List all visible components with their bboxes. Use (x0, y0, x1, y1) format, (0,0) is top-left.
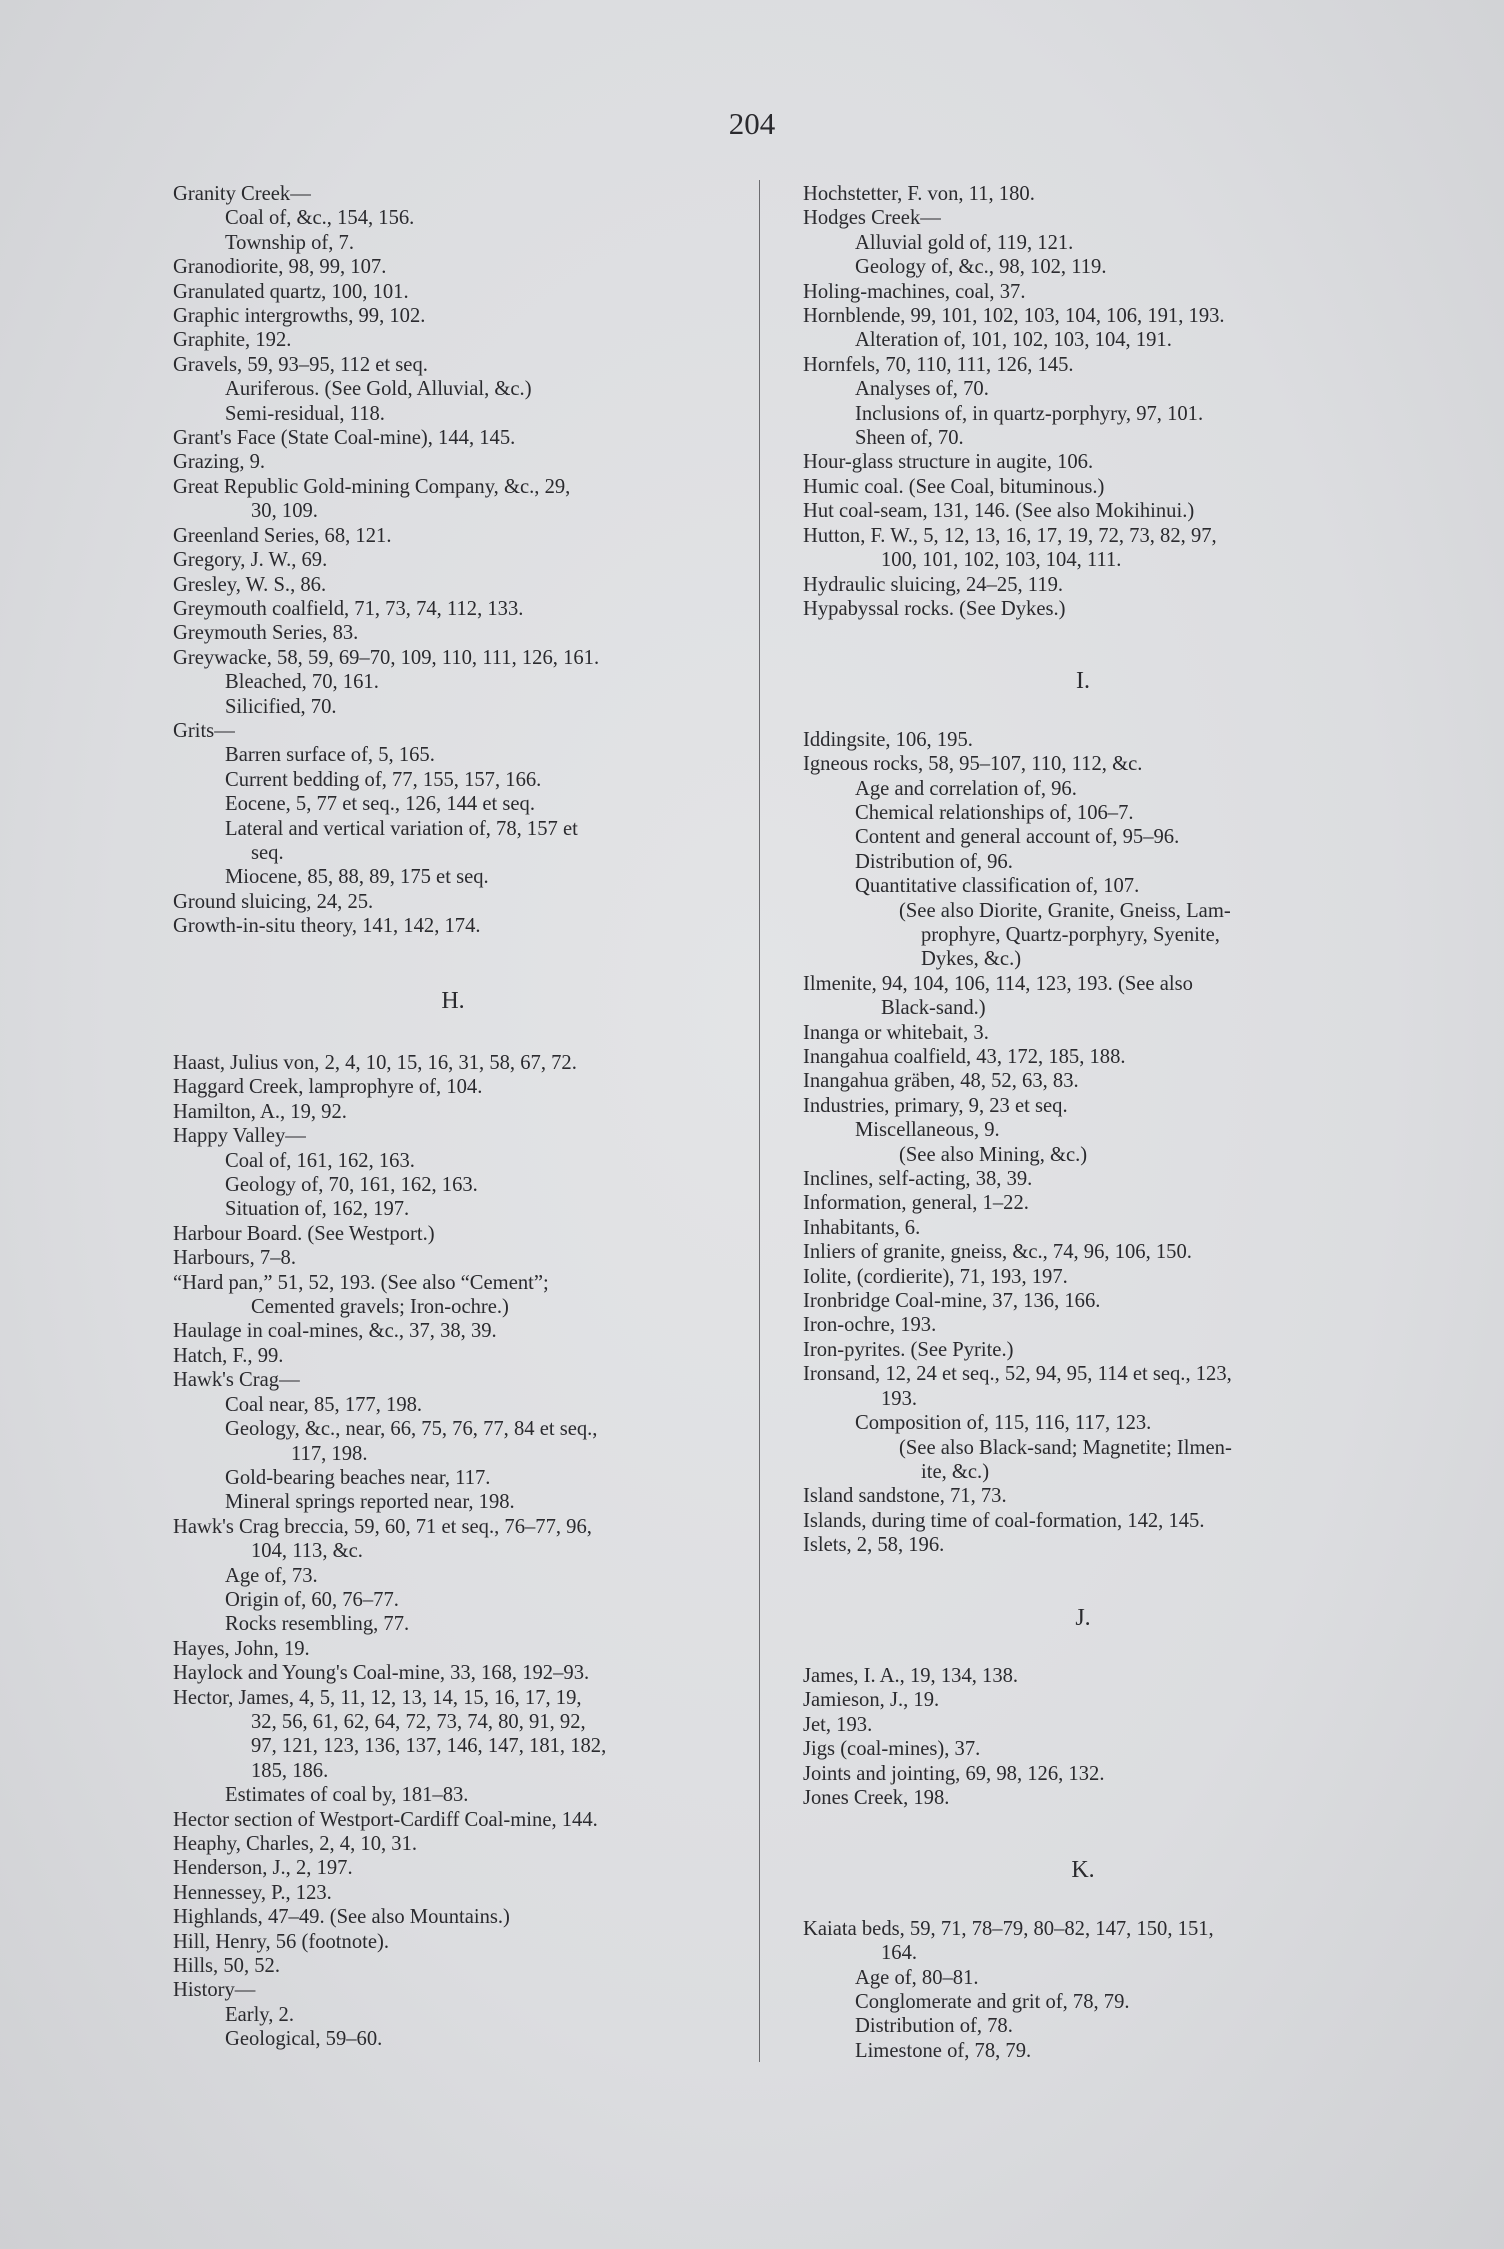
index-entry: Gravels, 59, 93–95, 112 et seq. (173, 353, 428, 376)
index-entry: Silicified, 70. (225, 695, 337, 718)
index-entry: Coal of, 161, 162, 163. (225, 1149, 415, 1172)
index-entry: Ground sluicing, 24, 25. (173, 890, 374, 913)
index-entry: Hector, James, 4, 5, 11, 12, 13, 14, 15, 16, 17, 19, (173, 1686, 582, 1709)
index-entry: Humic coal. (See Coal, bituminous.) (803, 475, 1105, 498)
index-entry: Chemical relationships of, 106–7. (855, 801, 1134, 824)
index-entry: Dykes, &c.) (921, 948, 1022, 971)
index-entry: Geology of, 70, 161, 162, 163. (225, 1174, 478, 1197)
index-entry: Inhabitants, 6. (803, 1216, 921, 1239)
index-entry: Geological, 59–60. (225, 2028, 383, 2051)
index-entry: Joints and jointing, 69, 98, 126, 132. (803, 1762, 1105, 1785)
index-entry: Islets, 2, 58, 196. (803, 1534, 945, 1557)
index-entry: Eocene, 5, 77 et seq., 126, 144 et seq. (225, 793, 535, 816)
index-entry: Composition of, 115, 116, 117, 123. (855, 1412, 1152, 1435)
index-entry: Happy Valley— (173, 1125, 306, 1148)
index-entry: Highlands, 47–49. (See also Mountains.) (173, 1906, 510, 1929)
index-column-right (803, 182, 1363, 2063)
index-entry: Greymouth Series, 83. (173, 622, 359, 645)
index-entry: Iolite, (cordierite), 71, 193, 197. (803, 1265, 1068, 1288)
index-entry: Alteration of, 101, 102, 103, 104, 191. (855, 329, 1172, 352)
index-entry: 97, 121, 123, 136, 137, 146, 147, 181, 182, (251, 1735, 607, 1758)
index-entry: 32, 56, 61, 62, 64, 72, 73, 74, 80, 91, 92, (251, 1710, 586, 1733)
column-divider (759, 180, 760, 2062)
index-entry: Distribution of, 78. (855, 2015, 1013, 2038)
index-entry: Grits— (173, 719, 235, 742)
index-entry: Hamilton, A., 19, 92. (173, 1100, 347, 1123)
index-entry: Granity Creek— (173, 183, 311, 205)
index-entry: Situation of, 162, 197. (225, 1198, 410, 1221)
index-entry: Granodiorite, 98, 99, 107. (173, 256, 387, 279)
index-entry: Current bedding of, 77, 155, 157, 166. (225, 768, 542, 791)
index-entry: 193. (881, 1387, 918, 1410)
index-entry: 30, 109. (251, 500, 318, 523)
index-entry: Content and general account of, 95–96. (855, 826, 1180, 849)
index-entry: Grant's Face (State Coal-mine), 144, 145. (173, 427, 516, 450)
index-entry: Hochstetter, F. von, 11, 180. (803, 183, 1035, 205)
index-entry: Ironbridge Coal-mine, 37, 136, 166. (803, 1290, 1101, 1313)
section-heading: I. (1076, 668, 1090, 695)
index-entry: “Hard pan,” 51, 52, 193. (See also “Cement”; (173, 1271, 549, 1294)
index-entry: Haulage in coal-mines, &c., 37, 38, 39. (173, 1320, 497, 1343)
index-entry: Ilmenite, 94, 104, 106, 114, 123, 193. (See also (803, 972, 1193, 995)
index-entry: Jigs (coal-mines), 37. (803, 1738, 981, 1761)
index-entry: Graphite, 192. (173, 329, 292, 352)
index-entry: Inclines, self-acting, 38, 39. (803, 1168, 1033, 1191)
index-entry: Haylock and Young's Coal-mine, 33, 168, 192–93. (173, 1662, 590, 1685)
index-entry: Iddingsite, 106, 195. (803, 728, 973, 751)
index-entry: Cemented gravels; Iron-ochre.) (251, 1296, 509, 1319)
index-entry: Hayes, John, 19. (173, 1637, 310, 1660)
index-entry: Coal near, 85, 177, 198. (225, 1393, 423, 1416)
index-entry: Jones Creek, 198. (803, 1786, 950, 1809)
index-entry: seq. (251, 841, 284, 864)
index-entry: Hutton, F. W., 5, 12, 13, 16, 17, 19, 72, 73, 82, 97, (803, 524, 1217, 547)
index-entry: Hut coal-seam, 131, 146. (See also Mokihinui.) (803, 500, 1195, 523)
index-entry: Iron-pyrites. (See Pyrite.) (803, 1338, 1014, 1361)
index-entry: Distribution of, 96. (855, 850, 1013, 873)
index-entry: Geology, &c., near, 66, 75, 76, 77, 84 et seq., (225, 1418, 598, 1441)
index-entry: Analyses of, 70. (855, 378, 989, 401)
index-entry: Hypabyssal rocks. (See Dykes.) (803, 597, 1066, 620)
index-entry: Hector section of Westport-Cardiff Coal-mine, 144. (173, 1808, 598, 1831)
index-entry: Jamieson, J., 19. (803, 1689, 940, 1712)
index-entry: Conglomerate and grit of, 78, 79. (855, 1991, 1130, 2013)
page-number: 204 (728, 106, 776, 141)
index-entry: Jet, 193. (803, 1713, 873, 1736)
index-entry: Inangahua gräben, 48, 52, 63, 83. (803, 1070, 1079, 1093)
index-entry: Heaphy, Charles, 2, 4, 10, 31. (173, 1833, 418, 1855)
index-entry: Hawk's Crag— (173, 1369, 300, 1392)
index-entry: Inclusions of, in quartz-porphyry, 97, 101. (855, 402, 1204, 425)
index-entry: Hornblende, 99, 101, 102, 103, 104, 106, 191, 193. (803, 305, 1225, 328)
index-entry: Sheen of, 70. (855, 427, 964, 450)
index-entry: 164. (881, 1942, 918, 1965)
index-entry: Granulated quartz, 100, 101. (173, 280, 409, 303)
index-entry: Industries, primary, 9, 23 et seq. (803, 1094, 1068, 1117)
index-entry: Greenland Series, 68, 121. (173, 524, 392, 547)
index-entry: Bleached, 70, 161. (225, 671, 379, 694)
index-entry: Harbours, 7–8. (173, 1247, 296, 1270)
index-entry: Islands, during time of coal-formation, 142, 145. (803, 1509, 1205, 1532)
index-entry: Kaiata beds, 59, 71, 78–79, 80–82, 147, 150, 151, (803, 1917, 1214, 1940)
index-entry: Miocene, 85, 88, 89, 175 et seq. (225, 866, 489, 889)
index-entry: Hatch, F., 99. (173, 1344, 284, 1367)
index-entry: Origin of, 60, 76–77. (225, 1588, 399, 1611)
index-entry: History— (173, 1979, 256, 2002)
index-entry: 100, 101, 102, 103, 104, 111. (881, 549, 1122, 572)
index-entry: Henderson, J., 2, 197. (173, 1857, 353, 1880)
index-entry: Gold-bearing beaches near, 117. (225, 1466, 491, 1489)
index-entry: Hills, 50, 52. (173, 1955, 280, 1978)
index-entry: Township of, 7. (225, 231, 354, 254)
index-entry: Hennessey, P., 123. (173, 1881, 332, 1904)
index-entry: Holing-machines, coal, 37. (803, 280, 1026, 303)
index-entry: Geology of, &c., 98, 102, 119. (855, 256, 1107, 279)
index-entry: Age and correlation of, 96. (855, 777, 1077, 800)
index-entry: prophyre, Quartz-porphyry, Syenite, (921, 923, 1220, 946)
index-entry: James, I. A., 19, 134, 138. (803, 1664, 1019, 1687)
index-entry: 104, 113, &c. (251, 1540, 363, 1563)
index-entry: Graphic intergrowths, 99, 102. (173, 305, 426, 328)
index-column-left (173, 182, 733, 2052)
section-heading: J. (1075, 1604, 1091, 1631)
index-entry: Lateral and vertical variation of, 78, 157 et (225, 817, 578, 840)
index-entry: Coal of, &c., 154, 156. (225, 207, 415, 230)
index-entry: Hornfels, 70, 110, 111, 126, 145. (803, 353, 1074, 376)
index-entry: Harbour Board. (See Westport.) (173, 1222, 435, 1245)
index-entry: 185, 186. (251, 1759, 329, 1782)
index-entry: Age of, 73. (225, 1564, 318, 1587)
index-entry: Alluvial gold of, 119, 121. (855, 231, 1074, 254)
index-entry: Information, general, 1–22. (803, 1192, 1029, 1215)
index-entry: Inangahua coalfield, 43, 172, 185, 188. (803, 1046, 1126, 1068)
index-entry: Gregory, J. W., 69. (173, 549, 328, 572)
index-entry: Haast, Julius von, 2, 4, 10, 15, 16, 31, 58, 67, 72. (173, 1052, 577, 1074)
index-entry: Early, 2. (225, 2003, 295, 2026)
index-entry: Grazing, 9. (173, 451, 266, 474)
index-entry: Hawk's Crag breccia, 59, 60, 71 et seq., 76–77, 96, (173, 1515, 592, 1538)
index-entry: (See also Black-sand; Magnetite; Ilmen- (899, 1436, 1232, 1459)
index-entry: 117, 198. (291, 1442, 368, 1465)
section-heading: H. (441, 987, 465, 1014)
index-entry: Island sandstone, 71, 73. (803, 1485, 1007, 1508)
index-entry: Auriferous. (See Gold, Alluvial, &c.) (225, 378, 532, 401)
index-entry: (See also Mining, &c.) (899, 1143, 1088, 1166)
index-entry: ite, &c.) (921, 1460, 990, 1483)
index-entry: Igneous rocks, 58, 95–107, 110, 112, &c. (803, 753, 1143, 776)
index-entry: Inliers of granite, gneiss, &c., 74, 96, 106, 150. (803, 1241, 1192, 1264)
index-entry: Estimates of coal by, 181–83. (225, 1784, 469, 1807)
index-entry: Miscellaneous, 9. (855, 1119, 1000, 1142)
index-entry: Iron-ochre, 193. (803, 1314, 937, 1337)
index-entry: Growth-in-situ theory, 141, 142, 174. (173, 915, 481, 938)
index-entry: (See also Diorite, Granite, Gneiss, Lam- (899, 899, 1231, 922)
index-entry: Hill, Henry, 56 (footnote). (173, 1930, 389, 1953)
index-entry: Greymouth coalfield, 71, 73, 74, 112, 133. (173, 597, 524, 620)
index-entry: Hour-glass structure in augite, 106. (803, 451, 1094, 474)
index-entry: Barren surface of, 5, 165. (225, 744, 435, 767)
index-entry: Inanga or whitebait, 3. (803, 1021, 989, 1044)
index-entry: Age of, 80–81. (855, 1966, 979, 1989)
index-entry: Great Republic Gold-mining Company, &c., 29, (173, 475, 571, 498)
index-entry: Hodges Creek— (803, 207, 941, 230)
index-entry: Black-sand.) (881, 997, 986, 1020)
index-entry: Greywacke, 58, 59, 69–70, 109, 110, 111, 126, 161. (173, 646, 600, 669)
index-entry: Quantitative classification of, 107. (855, 875, 1140, 898)
index-entry: Ironsand, 12, 24 et seq., 52, 94, 95, 114 et seq., 123, (803, 1363, 1232, 1386)
index-entry: Haggard Creek, lamprophyre of, 104. (173, 1076, 483, 1099)
index-entry: Rocks resembling, 77. (225, 1613, 410, 1636)
index-entry: Mineral springs reported near, 198. (225, 1491, 515, 1514)
index-entry: Limestone of, 78, 79. (855, 2039, 1032, 2062)
index-entry: Gresley, W. S., 86. (173, 573, 327, 596)
index-entry: Semi-residual, 118. (225, 402, 385, 425)
index-entry: Hydraulic sluicing, 24–25, 119. (803, 573, 1064, 596)
section-heading: K. (1071, 1857, 1095, 1884)
